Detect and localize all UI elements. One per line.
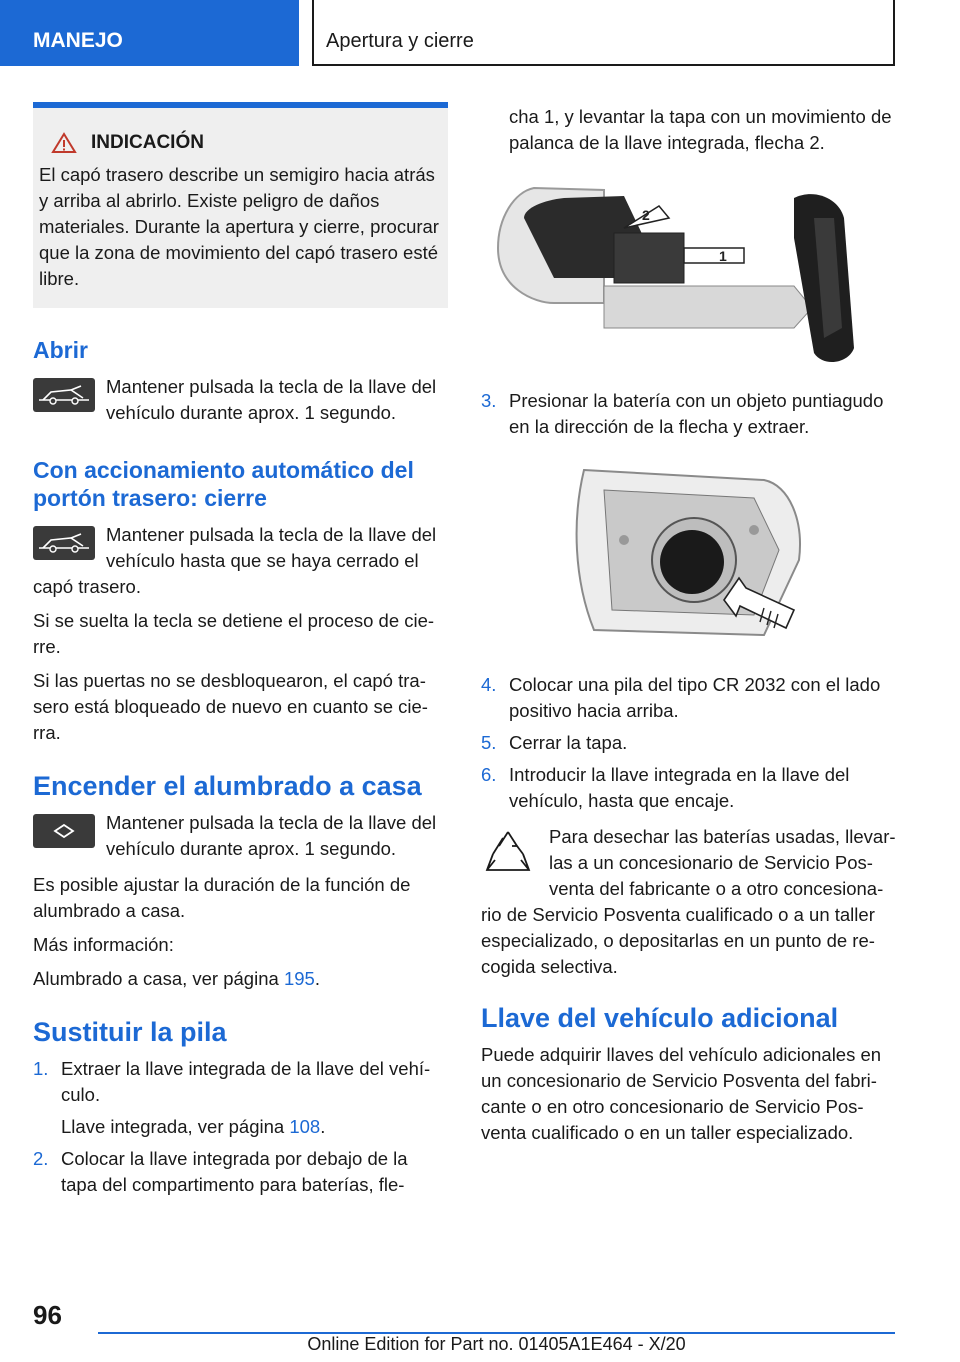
- heading-pila: Sustituir la pila: [33, 1017, 227, 1047]
- headlight-diamond-icon: [33, 814, 95, 848]
- pila-steps-right-a: [481, 388, 896, 440]
- alumbrado-text: Mantener pulsada la tecla de la llave del vehículo durante aprox. 1 segundo.: [106, 812, 437, 859]
- svg-text:2: 2: [641, 207, 650, 223]
- alumbrado-row: [33, 810, 448, 862]
- footer-edition: Online Edition for Part no. 01405A1E464 - X/20: [307, 1334, 686, 1354]
- car-tailgate-icon: [33, 378, 95, 412]
- step-text: Introducir la llave integrada en la llave del vehículo, hasta que encaje.: [509, 764, 850, 811]
- more-info-label: Más información:: [33, 934, 174, 955]
- header-section-tab: [0, 0, 299, 66]
- step-number: 3.: [481, 390, 497, 411]
- step-number: 5.: [481, 732, 497, 753]
- step-text: Presionar la batería con un objeto puntiagudo en la dirección de la flecha y extraer.: [509, 390, 884, 437]
- warning-triangle-icon: [51, 132, 77, 154]
- battery-compartment-illustration: [564, 460, 814, 650]
- step-number: 4.: [481, 674, 497, 695]
- list-item: [33, 1146, 448, 1198]
- cierre-row: [33, 522, 448, 600]
- step1-page-link[interactable]: 108: [289, 1116, 321, 1137]
- alumbrado-page-link[interactable]: 195: [283, 968, 315, 989]
- recycle-note: [481, 824, 896, 980]
- step-number: 1.: [33, 1058, 49, 1079]
- pila-steps-right-b: [481, 672, 896, 814]
- step-text: Cerrar la tapa.: [509, 732, 628, 753]
- step-number: 2.: [33, 1148, 49, 1169]
- heading-alumbrado: Encender el alumbrado a casa: [33, 771, 422, 801]
- heading-adicional: Llave del vehículo adicional: [481, 1003, 839, 1033]
- alumbrado-ref-text: Alumbrado a casa, ver página: [33, 968, 284, 989]
- battery-illustration: [481, 460, 896, 650]
- header-section-label: MANEJO: [33, 29, 123, 52]
- list-item: [33, 1056, 448, 1108]
- svg-text:1: 1: [718, 248, 727, 264]
- list-item: [481, 762, 896, 814]
- header-chapter-box: [312, 0, 895, 66]
- list-item: [481, 388, 896, 440]
- abrir-text: Mantener pulsada la tecla de la llave del vehículo durante aprox. 1 segundo.: [106, 376, 437, 423]
- step2-continued: cha 1, y levantar la tapa con un movimiento de palanca de la llave integrada, flecha 2.: [509, 106, 892, 153]
- note-box: [33, 102, 448, 308]
- step-text: Colocar una pila del tipo CR 2032 con el lado positivo hacia arriba.: [509, 674, 881, 721]
- note-text: El capó trasero describe un semigiro hacia atrás y arriba al abrirlo. Existe peligro de daños materiales. Durante la apertura y cierre, procurar que la zona de movimiento del capó trasero esté libre.: [39, 164, 439, 289]
- alumbrado-ref: [33, 966, 448, 992]
- left-column: [33, 102, 448, 1204]
- cierre-p2: Si las puertas no se desbloquearon, el capó trasero está bloqueado de nuevo en cuanto se cierra.: [33, 670, 428, 743]
- abrir-row: [33, 374, 448, 426]
- step1-ref: [33, 1114, 448, 1140]
- note-header: [51, 130, 440, 156]
- alumbrado-ref-end: .: [314, 968, 320, 989]
- recycle-icon: [483, 824, 533, 884]
- step1-ref-text: Llave integrada, ver página: [61, 1116, 290, 1137]
- step-number: 6.: [481, 764, 497, 785]
- step-text: Colocar la llave integrada por debajo de la tapa del compartimento para baterías, fle-: [61, 1148, 408, 1195]
- note-title: INDICACIÓN: [91, 132, 204, 153]
- header-chapter-label: Apertura y cierre: [326, 30, 474, 52]
- list-item: [481, 730, 896, 756]
- pila-steps-left-2: [33, 1146, 448, 1198]
- key-cover-illustration: [481, 178, 896, 368]
- right-column: [481, 102, 896, 1154]
- list-item: [481, 672, 896, 724]
- pila-steps-left: [33, 1056, 448, 1108]
- page-number: 96: [33, 1300, 62, 1330]
- heading-abrir: Abrir: [33, 337, 88, 363]
- cierre-text: Mantener pulsada la tecla de la llave del vehículo hasta que se haya cerrado el capó trasero.: [33, 524, 437, 597]
- key-integrated-illustration: [494, 178, 884, 368]
- heading-cierre: Con accionamiento automático del portón trasero: cierre: [33, 457, 414, 511]
- step1-ref-end: .: [320, 1116, 326, 1137]
- step-text: Extraer la llave integrada de la llave del vehículo.: [61, 1058, 431, 1105]
- cierre-p1: Si se suelta la tecla se detiene el proceso de cierre.: [33, 610, 435, 657]
- adicional-text: Puede adquirir llaves del vehículo adicionales en un concesionario de Servicio Posventa del fabricante o en otro concesionario de Servicio Posventa cualificado o en un taller especializado.: [481, 1044, 882, 1143]
- car-tailgate-icon: [33, 526, 95, 560]
- alumbrado-p1: Es posible ajustar la duración de la función de alumbrado a casa.: [33, 874, 411, 921]
- recycle-text: Para desechar las baterías usadas, llevarlas a un concesionario de Servicio Posventa del fabricante o a otro concesionario de Servicio Posventa cualificado o a un taller especializado, o depositarlas en un punto de recogida selectiva.: [481, 826, 896, 977]
